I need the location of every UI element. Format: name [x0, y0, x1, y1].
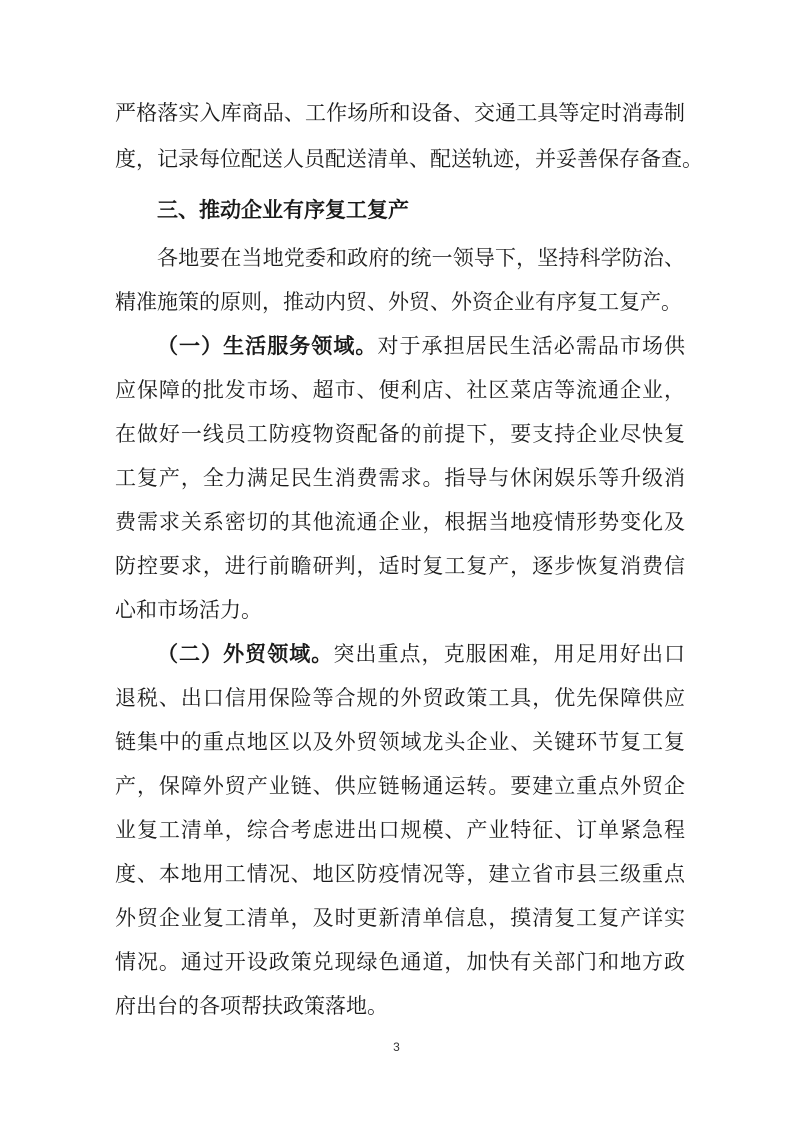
body-line: 产，保障外贸产业链、供应链畅通运转。要建立重点外贸企: [115, 774, 685, 798]
body-line: 各地要在当地党委和政府的统一领导下，坚持科学防治、: [157, 246, 685, 270]
paragraph-lead: （二）外贸领域。: [157, 642, 334, 666]
body-line: 度、本地用工情况、地区防疫情况等，建立省市县三级重点: [115, 862, 685, 886]
body-line: 应保障的批发市场、超市、便利店、社区菜店等流通企业，: [115, 378, 685, 402]
body-line: 费需求关系密切的其他流通企业，根据当地疫情形势变化及: [115, 510, 685, 534]
body-line: 度，记录每位配送人员配送清单、配送轨迹，并妥善保存备查。: [115, 147, 703, 171]
paragraph-text: 突出重点，克服困难，用足用好出口: [333, 642, 686, 666]
paragraph-first-line: [157, 328, 685, 364]
body-line: 心和市场活力。: [115, 598, 262, 622]
body-line: 防控要求，进行前瞻研判，适时复工复产，逐步恢复消费信: [115, 554, 685, 578]
body-line: 精准施策的原则，推动内贸、外贸、外资企业有序复工复产。: [115, 290, 682, 314]
body-line: 外贸企业复工清单，及时更新清单信息，摸清复工复产详实: [115, 906, 685, 930]
body-line: 工复产，全力满足民生消费需求。指导与休闲娱乐等升级消: [115, 466, 685, 490]
body-line: 在做好一线员工防疫物资配备的前提下，要支持企业尽快复: [115, 422, 685, 446]
body-line: 链集中的重点地区以及外贸领域龙头企业、关键环节复工复: [115, 730, 685, 754]
body-line: 府出台的各项帮扶政策落地。: [115, 994, 388, 1018]
body-line: 退税、出口信用保险等合规的外贸政策工具，优先保障供应: [115, 686, 685, 710]
page-number: 3: [393, 1040, 400, 1054]
paragraph-first-line: [157, 636, 685, 672]
paragraph-text: 对于承担居民生活必需品市场供: [377, 334, 686, 358]
paragraph-lead: （一）生活服务领域。: [157, 334, 378, 358]
body-line: 情况。通过开设政策兑现绿色通道，加快有关部门和地方政: [115, 950, 685, 974]
body-line: 严格落实入库商品、工作场所和设备、交通工具等定时消毒制: [115, 101, 685, 125]
section-heading: 三、推动企业有序复工复产: [157, 198, 409, 222]
body-line: 业复工清单，综合考虑进出口规模、产业特征、订单紧急程: [115, 818, 685, 842]
